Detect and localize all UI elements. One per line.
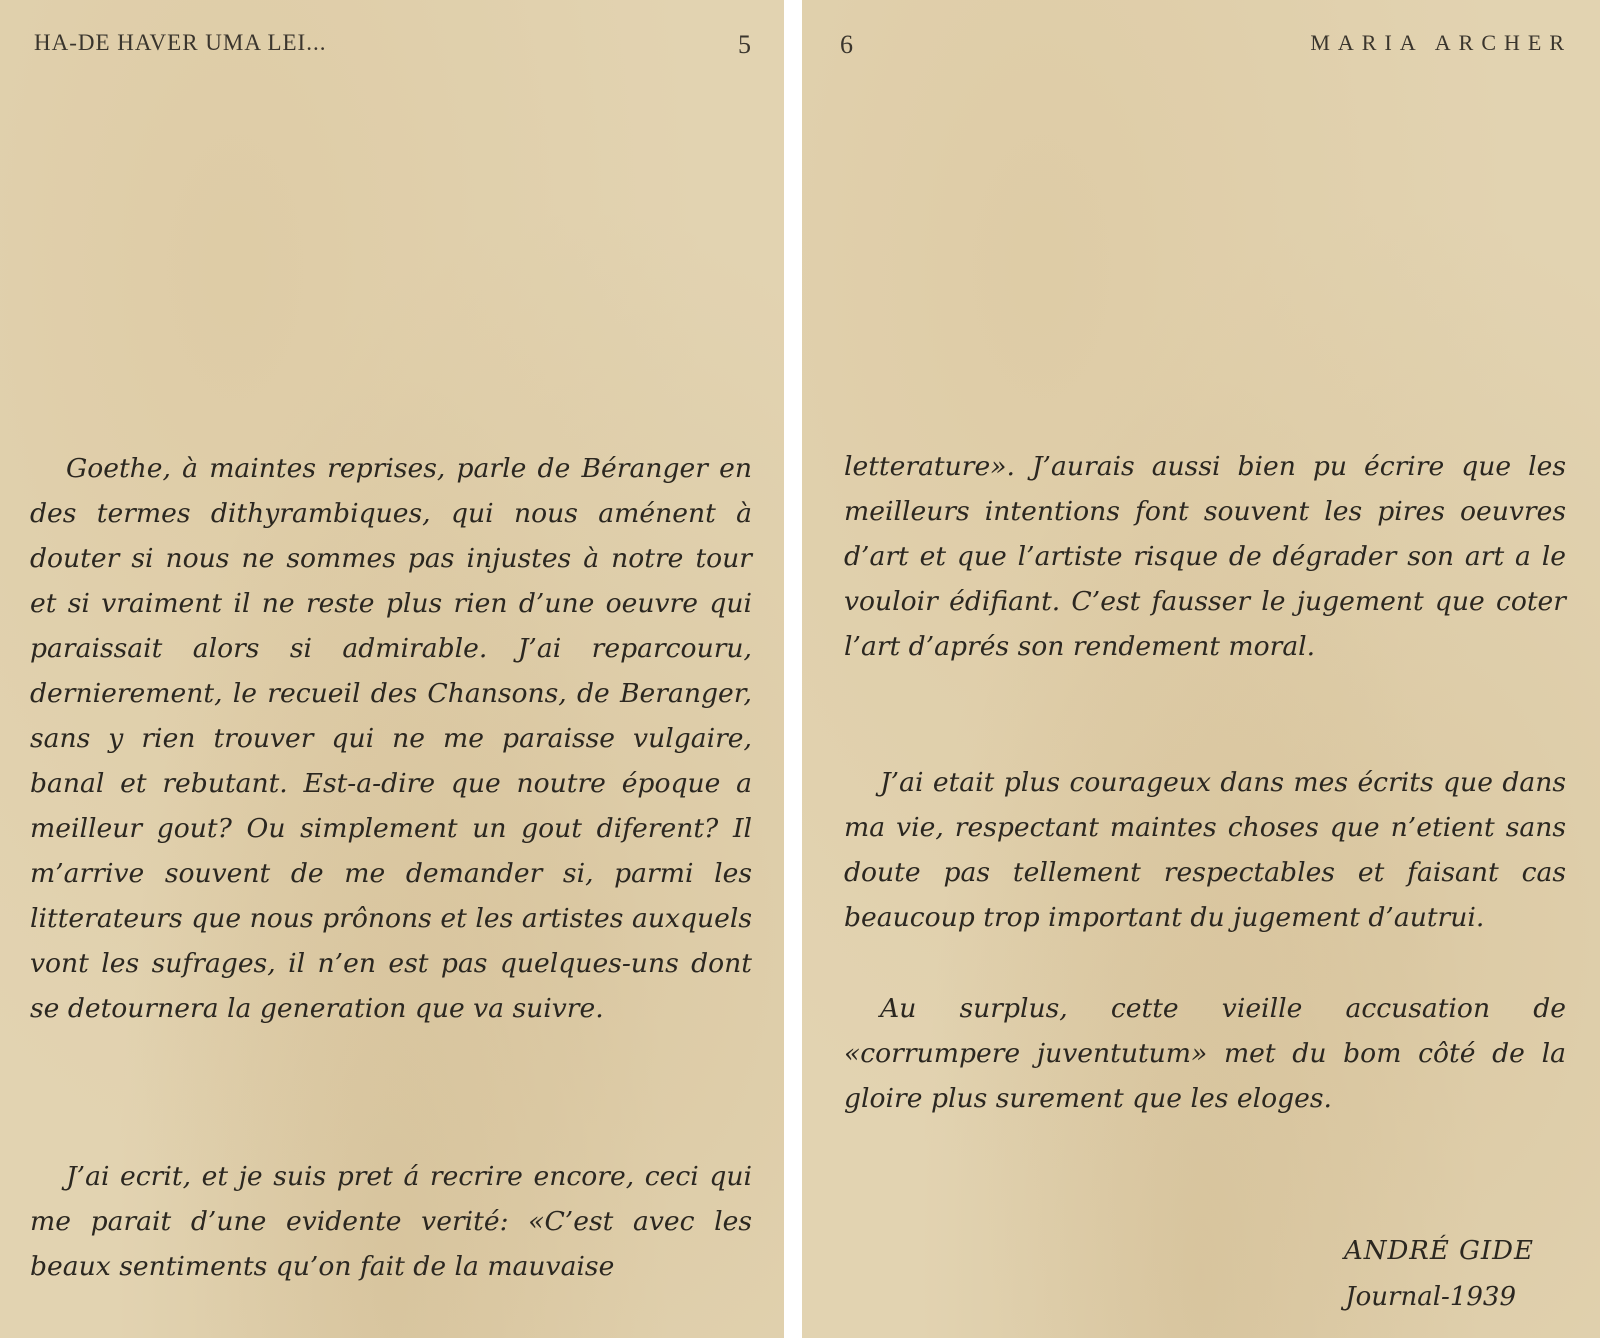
left-page xyxy=(0,0,784,1338)
right-paragraph-2: J’ai etait plus courageux dans mes écrits que dans ma vie, respectant maintes choses que n’etient sans doute pas tellement respectables et faisant cas beaucoup trop important du jugement d’autrui. xyxy=(844,767,1566,933)
signature-work: Journal-1939 xyxy=(1345,1282,1516,1312)
left-paragraph-1-block xyxy=(30,446,752,1031)
left-paragraph-2-block xyxy=(30,1154,752,1289)
left-paragraph-1: Goethe, à maintes reprises, parle de Béranger en des termes dithyrambiques, qui nous aménent à douter si nous ne sommes pas injustes à notre tour et si vraiment il ne reste plus rien d’une oeuvre qui paraissait alors si admirable. J’ai reparcouru, dernierement, le recueil des Chansons, de Beranger, sans y rien trouver qui ne me paraisse vulgaire, banal et rebutant. Est-a-dire que noutre époque a meilleur gout? Ou simplement un gout diferent? Il m’arrive souvent de me demander si, parmi les litterateurs que nous prônons et les artistes auxquels vont les sufrages, il n’en est pas quelques-uns dont se detournera la generation que va suivre. xyxy=(30,453,752,1024)
page-gutter xyxy=(784,0,802,1338)
right-paragraph-1: letterature». J’aurais aussi bien pu écrire que les meilleurs intentions font souvent les pires oeuvres d’art et que l’artiste risque de dégrader son art a le vouloir édifiant. C’est fausser le jugement que coter l’art d’aprés son rendement moral. xyxy=(844,451,1566,662)
left-paragraph-2: J’ai ecrit, et je suis pret á recrire encore, ceci qui me parait d’une evidente verité: «C’est avec les beaux sentiments qu’on fait de la mauvaise xyxy=(30,1161,752,1282)
right-running-title: MARIA ARCHER xyxy=(1310,30,1572,55)
right-page xyxy=(802,0,1600,1338)
right-paragraph-3: Au surplus, cette vieille accusation de «corrumpere juventutum» met du bom côté de la gloire plus surement que les eloges. xyxy=(844,993,1566,1114)
left-page-number: 5 xyxy=(738,30,752,59)
right-paragraph-2-block xyxy=(844,760,1566,940)
right-page-number: 6 xyxy=(840,30,854,59)
signature-author: ANDRÉ GIDE xyxy=(1343,1236,1534,1266)
left-running-title: HA-DE HAVER UMA LEI... xyxy=(34,30,327,55)
right-paragraph-3-block xyxy=(844,986,1566,1121)
right-paragraph-1-block xyxy=(844,444,1566,669)
